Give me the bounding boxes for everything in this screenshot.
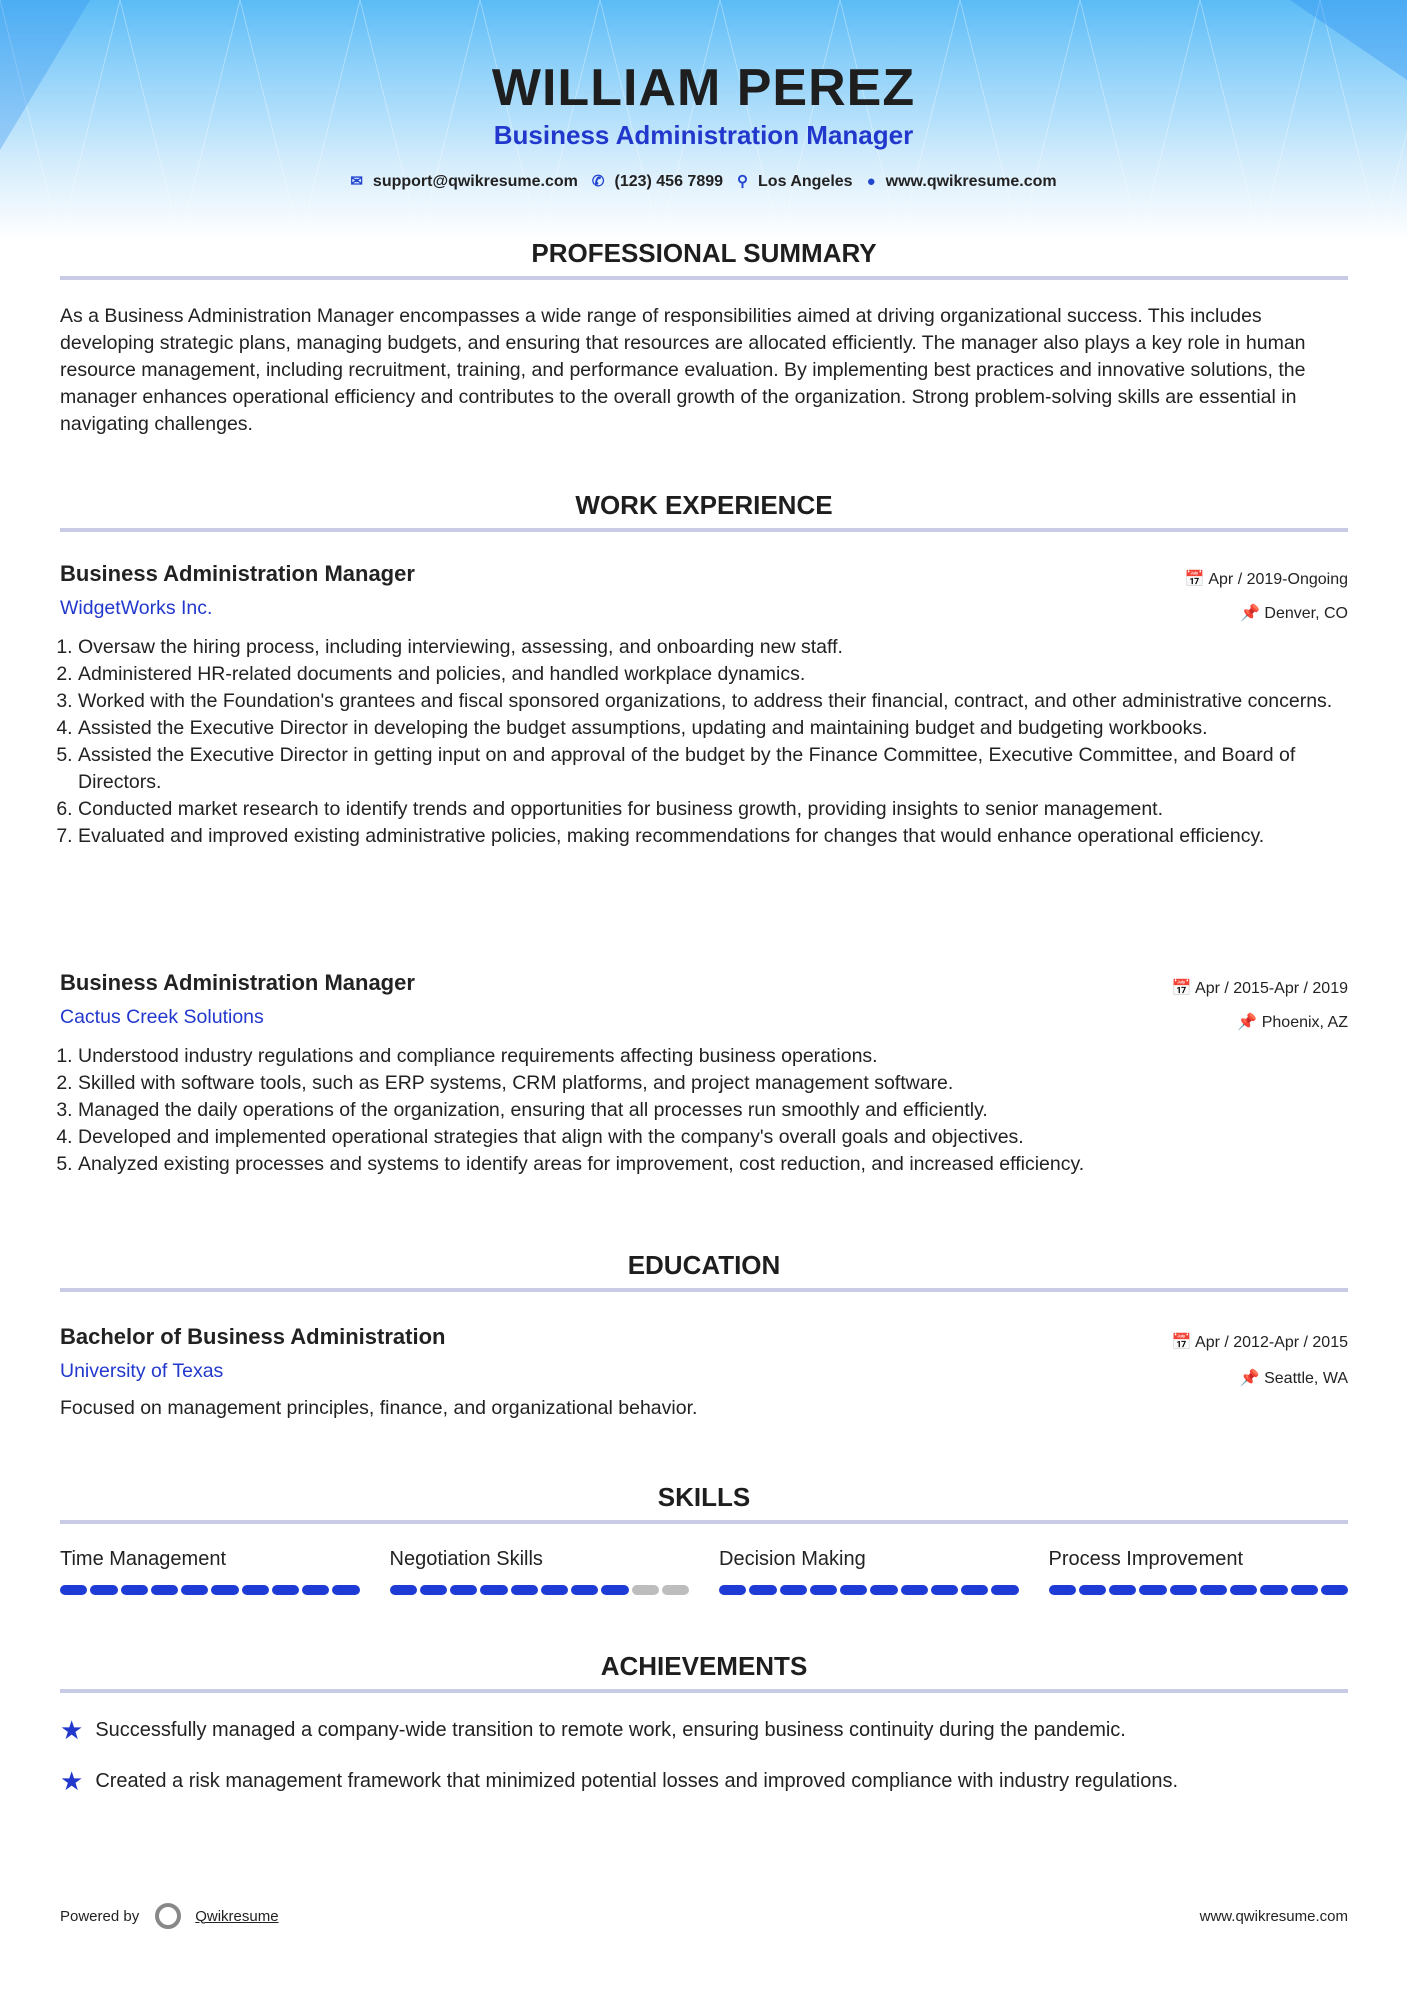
education-location: 📌 Seattle, WA [1239, 1370, 1348, 1387]
candidate-name: WILLIAM PEREZ [491, 59, 916, 117]
skill-segment [302, 1585, 329, 1595]
phone-icon: ✆ [591, 173, 605, 190]
job-duties [78, 1043, 1348, 1178]
divider [60, 1520, 1348, 1524]
list-item: 5. Analyzed existing processes and systems to identify areas for improvement, cost reduction, and increased efficiency. [78, 1151, 1348, 1178]
list-item: 1. Understood industry regulations and compliance requirements affecting business operations. [78, 1043, 1348, 1070]
skill-segment [1291, 1585, 1318, 1595]
skills-section [60, 1482, 1348, 1595]
list-item: 6. Conducted market research to identify trends and opportunities for business growth, providing insights to senior management. [78, 796, 1348, 823]
skill-segment [749, 1585, 776, 1595]
skill-segment [541, 1585, 568, 1595]
calendar-icon: 📅 [1184, 571, 1209, 588]
footer [60, 1903, 1348, 1929]
contact-bar [0, 172, 1407, 191]
achievements-section [60, 1651, 1348, 1797]
skill-item [60, 1548, 360, 1595]
job-entry [60, 561, 1348, 850]
candidate-title: Business Administration Manager [493, 120, 914, 150]
skill-segment [931, 1585, 958, 1595]
achievement-item: ★ Successfully managed a company-wide transition to remote work, ensuring business continuity during the pandemic. [60, 1715, 1126, 1745]
education-description: Focused on management principles, finance, and organizational behavior. [60, 1397, 698, 1419]
job-entry [60, 970, 1348, 1178]
skill-segment [1200, 1585, 1227, 1595]
skill-name: Time Management [60, 1548, 226, 1570]
skill-segment [480, 1585, 507, 1595]
skill-name: Process Improvement [1048, 1548, 1244, 1570]
pin-icon: 📌 [1239, 1370, 1265, 1387]
skill-segment [420, 1585, 447, 1595]
divider [60, 1689, 1348, 1693]
brand-link[interactable]: Qwikresume [195, 1907, 279, 1925]
skill-segment [450, 1585, 477, 1595]
list-item: 3. Managed the daily operations of the organization, ensuring that all processes run smoothly and efficiently. [78, 1097, 1348, 1124]
contact-phone[interactable]: ✆ (123) 456 7899 [591, 173, 724, 190]
skill-segment [719, 1585, 746, 1595]
skill-level-bar [719, 1585, 1019, 1595]
skill-item [719, 1548, 1019, 1595]
skill-segment [1230, 1585, 1257, 1595]
skills-list [60, 1548, 1348, 1595]
skill-segment [181, 1585, 208, 1595]
skill-level-bar [60, 1585, 360, 1595]
contact-website[interactable]: ● www.qwikresume.com [866, 172, 1057, 190]
company-name: WidgetWorks Inc. [60, 597, 213, 619]
list-item: 4. Assisted the Executive Director in developing the budget assumptions, updating and maintaining budget and budgeting workbooks. [78, 715, 1348, 742]
job-title: Business Administration Manager [60, 561, 415, 586]
work-section [60, 490, 1348, 532]
skill-segment [151, 1585, 178, 1595]
skill-segment [870, 1585, 897, 1595]
skill-level-bar [390, 1585, 690, 1595]
skill-segment [991, 1585, 1018, 1595]
divider [60, 528, 1348, 532]
contact-location: ⚲ Los Angeles [737, 173, 853, 190]
skill-segment [1079, 1585, 1106, 1595]
list-item: 2. Administered HR-related documents and policies, and handled workplace dynamics. [78, 661, 1348, 688]
skill-segment [840, 1585, 867, 1595]
skill-level-bar [1049, 1585, 1349, 1595]
job-title: Business Administration Manager [60, 970, 415, 995]
skill-segment [780, 1585, 807, 1595]
skill-name: Decision Making [719, 1548, 866, 1570]
pin-icon: 📌 [1240, 605, 1265, 622]
education-section [60, 1250, 1348, 1292]
footer-url[interactable]: www.qwikresume.com [1199, 1907, 1348, 1925]
school-name: University of Texas [60, 1360, 224, 1382]
achievement-item: ★ Created a risk management framework that minimized potential losses and improved compliance with industry regulations. [60, 1766, 1179, 1796]
star-badge-icon: ★ [60, 1766, 84, 1796]
job-duties [78, 634, 1348, 850]
list-item: 5. Assisted the Executive Director in getting input on and approval of the budget by the Finance Committee, Executive Committee, and Board of Directors. [78, 742, 1348, 796]
skill-segment [810, 1585, 837, 1595]
skill-segment [121, 1585, 148, 1595]
list-item: 7. Evaluated and improved existing administrative policies, making recommendations for changes that would enhance operational efficiency. [78, 823, 1348, 850]
summary-section [60, 238, 1348, 438]
job-date: 📅 Apr / 2019-Ongoing [1184, 571, 1348, 588]
education-entry [60, 1324, 1348, 1422]
divider [60, 276, 1348, 280]
star-badge-icon: ★ [60, 1715, 84, 1745]
list-item: 4. Developed and implemented operational strategies that align with the company's overall goals and objectives. [78, 1124, 1348, 1151]
section-heading: SKILLS [657, 1482, 751, 1512]
section-heading: EDUCATION [627, 1250, 781, 1280]
skill-segment [242, 1585, 269, 1595]
pin-icon: 📌 [1237, 1014, 1262, 1031]
job-date: 📅 Apr / 2015-Apr / 2019 [1171, 980, 1348, 997]
skill-segment [571, 1585, 598, 1595]
section-heading: PROFESSIONAL SUMMARY [531, 238, 877, 268]
degree: Bachelor of Business Administration [60, 1324, 446, 1349]
skill-segment [211, 1585, 238, 1595]
skill-segment [60, 1585, 87, 1595]
job-location: 📌 Phoenix, AZ [1237, 1014, 1348, 1031]
qwikresume-logo-icon [155, 1903, 181, 1929]
skill-segment [1049, 1585, 1076, 1595]
job-location: 📌 Denver, CO [1240, 605, 1348, 622]
globe-icon: ● [866, 172, 876, 190]
skill-item [390, 1548, 690, 1595]
skill-segment [272, 1585, 299, 1595]
skill-segment [1260, 1585, 1287, 1595]
skill-name: Negotiation Skills [389, 1548, 543, 1570]
skill-segment [901, 1585, 928, 1595]
education-date: 📅 Apr / 2012-Apr / 2015 [1171, 1334, 1348, 1351]
calendar-icon: 📅 [1171, 980, 1196, 997]
skill-segment [601, 1585, 628, 1595]
contact-email[interactable]: ✉ support@qwikresume.com [350, 173, 578, 190]
skill-segment [332, 1585, 359, 1595]
skill-segment [1321, 1585, 1348, 1595]
skill-segment [90, 1585, 117, 1595]
list-item: 3. Worked with the Foundation's grantees and fiscal sponsored organizations, to address their financial, contract, and other administrative concerns. [78, 688, 1348, 715]
powered-by-label: Powered by [60, 1907, 140, 1925]
section-heading: ACHIEVEMENTS [600, 1651, 808, 1681]
calendar-icon: 📅 [1171, 1334, 1196, 1351]
company-name: Cactus Creek Solutions [60, 1006, 264, 1028]
list-item: 1. Oversaw the hiring process, including interviewing, assessing, and onboarding new staff. [78, 634, 1348, 661]
skill-segment [1170, 1585, 1197, 1595]
summary-text: As a Business Administration Manager encompasses a wide range of responsibilities aimed at driving organizational success. This includes developing strategic plans, managing budgets, and ensuring that resources are allocated efficiently. The manager also plays a key role in human resource management, including recruitment, training, and performance evaluation. By implementing best practices and innovative solutions, the manager enhances operational efficiency and contributes to the overall growth of the organization. Strong problem-solving skills are essential in navigating challenges. [60, 305, 1306, 435]
skill-segment [1109, 1585, 1136, 1595]
skill-segment [662, 1585, 689, 1595]
map-marker-icon: ⚲ [737, 173, 749, 190]
skill-segment [961, 1585, 988, 1595]
section-heading: WORK EXPERIENCE [575, 490, 833, 520]
envelope-icon: ✉ [350, 173, 363, 190]
skill-segment [632, 1585, 659, 1595]
divider [60, 1288, 1348, 1292]
skill-item [1049, 1548, 1349, 1595]
list-item: 2. Skilled with software tools, such as ERP systems, CRM platforms, and project management software. [78, 1070, 1348, 1097]
skill-segment [511, 1585, 538, 1595]
header-banner [0, 0, 1407, 240]
skill-segment [390, 1585, 417, 1595]
skill-segment [1139, 1585, 1166, 1595]
